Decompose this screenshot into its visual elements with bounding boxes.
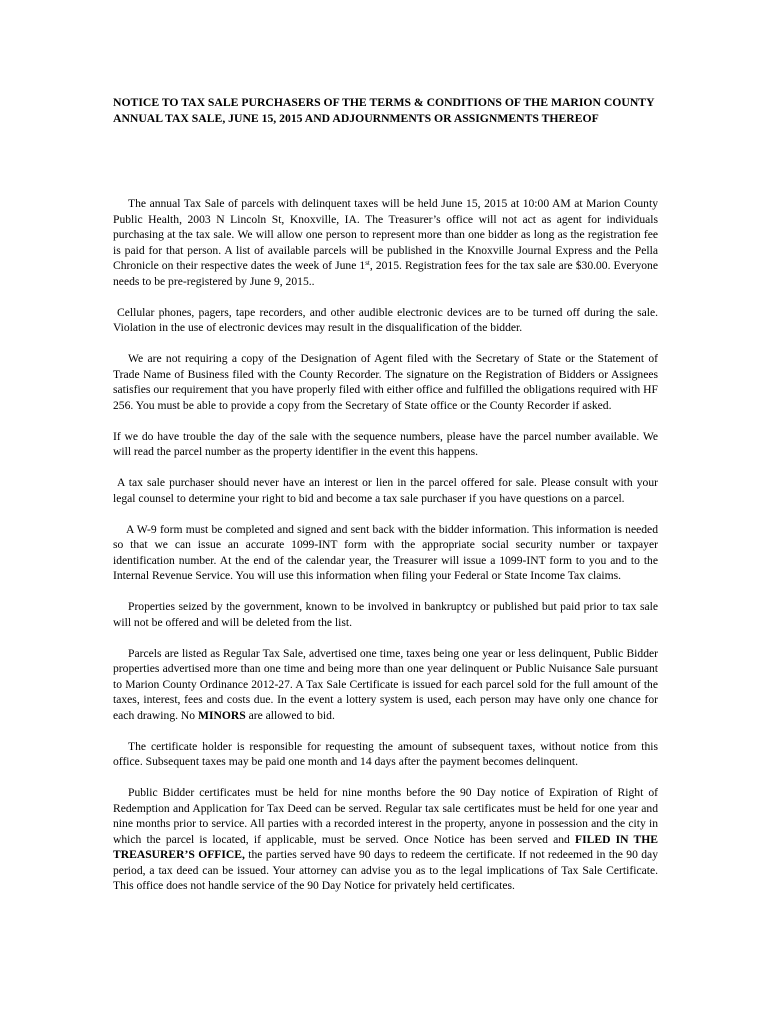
paragraph-text: are allowed to bid. [245, 708, 335, 722]
paragraph-text: , 2015. Registration fees for the tax sale are $30.00. Everyone needs to be pre-registered by June 9, 2015.. [113, 259, 658, 288]
paragraph-subsequent-taxes: The certificate holder is responsible for requesting the amount of subsequent taxes, without notice from this office. Subsequent taxes may be paid one month and 14 days after the payment becomes delinquent. [113, 739, 658, 768]
paragraph-public-bidder-certificates [113, 785, 658, 894]
paragraph-text: Parcels are listed as Regular Tax Sale, advertised one time, taxes being one year or less delinquent, Public Bidder properties advertised more than one time and being more than one year delinquent or Public Nuisance Sale pursuant to Marion County Ordinance 2012-27. A Tax Sale Certificate is issued for each parcel sold for the full amount of the taxes, interest, fees and costs due. In the event a lottery system is used, each person may have only one chance for each drawing. No [113, 646, 658, 722]
paragraph-w9-form: A W-9 form must be completed and signed and sent back with the bidder information. This information is needed so that we can issue an accurate 1099-INT form with the appropriate social security number or taxpayer identification number. At the end of the calendar year, the Treasurer will issue a 1099-INT form to you and to the Internal Revenue Service. You will use this information when filing your Federal or State Income Tax claims. [113, 522, 658, 582]
paragraph-tax-sale-date [113, 196, 658, 289]
paragraph-sequence-numbers: If we do have trouble the day of the sale with the sequence numbers, please have the parcel number available. We will read the parcel number as the property identifier in the event this happens. [113, 429, 658, 458]
emphasis-text: FILED IN THE TREASURER’S OFFICE, [113, 832, 658, 861]
paragraph-text: Public Bidder certificates must be held for nine months before the 90 Day notice of Expiration of Right of Redemption and Application for Tax Deed can be served. Regular tax sale certificates must be held for one year and nine months prior to service. All parties with a recorded interest in the property, anyone in possession and the city in which the parcel is located, if applicable, must be served. Once Notice has been served and [113, 786, 658, 846]
document-title: NOTICE TO TAX SALE PURCHASERS OF THE TERMS & CONDITIONS OF THE MARION COUNTY ANNUAL TAX SALE, JUNE 15, 2015 AND ADJOURNMENTS OR ASSIGNMENTS THEREOF [113, 96, 655, 125]
paragraph-text: The annual Tax Sale of parcels with delinquent taxes will be held June 15, 2015 at 10:00 AM at Marion County Public Health, 2003 N Lincoln St, Knoxville, IA. The Treasurer’s office will not act as agent for individuals purchasing at the tax sale. We will allow one person to represent more than one bidder as long as the registration fee is paid for that person. A list of available parcels will be published in the Knoxville Journal Express and the Pella Chronicle on their respective dates the week of June 1 [113, 197, 658, 272]
paragraph-parcel-listing [113, 646, 658, 724]
paragraph-electronic-devices: Cellular phones, pagers, tape recorders, and other audible electronic devices are to be turned off during the sale. Violation in the use of electronic devices may result in the disqualification of the bidder. [113, 305, 658, 334]
paragraph-seized-properties: Properties seized by the government, known to be involved in bankruptcy or published but paid prior to tax sale will not be offered and will be deleted from the list. [113, 600, 658, 629]
document-body [113, 196, 658, 909]
paragraph-designation-of-agent: We are not requiring a copy of the Designation of Agent filed with the Secretary of State or the Statement of Trade Name of Business filed with the County Recorder. The signature on the Registration of Bidders or Assignees satisfies our requirement that you have properly filed with either office and fulfilled the obligations required with HF 256. You must be able to provide a copy from the Secretary of State office or the County Recorder if asked. [113, 352, 658, 412]
emphasis-text: MINORS [198, 708, 246, 722]
superscript: st [365, 259, 370, 267]
paragraph-text: the parties served have 90 days to redeem the certificate. If not redeemed in the 90 day period, a tax deed can be issued. Your attorney can advise you as to the legal implications of Tax Sale Certificate. This office does not handle service of the 90 Day Notice for privately held certificates. [113, 848, 659, 892]
paragraph-interest-or-lien: A tax sale purchaser should never have an interest or lien in the parcel offered for sale. Please consult with your legal counsel to determine your right to bid and become a tax sale purchaser if you have questions on a parcel. [113, 476, 658, 505]
